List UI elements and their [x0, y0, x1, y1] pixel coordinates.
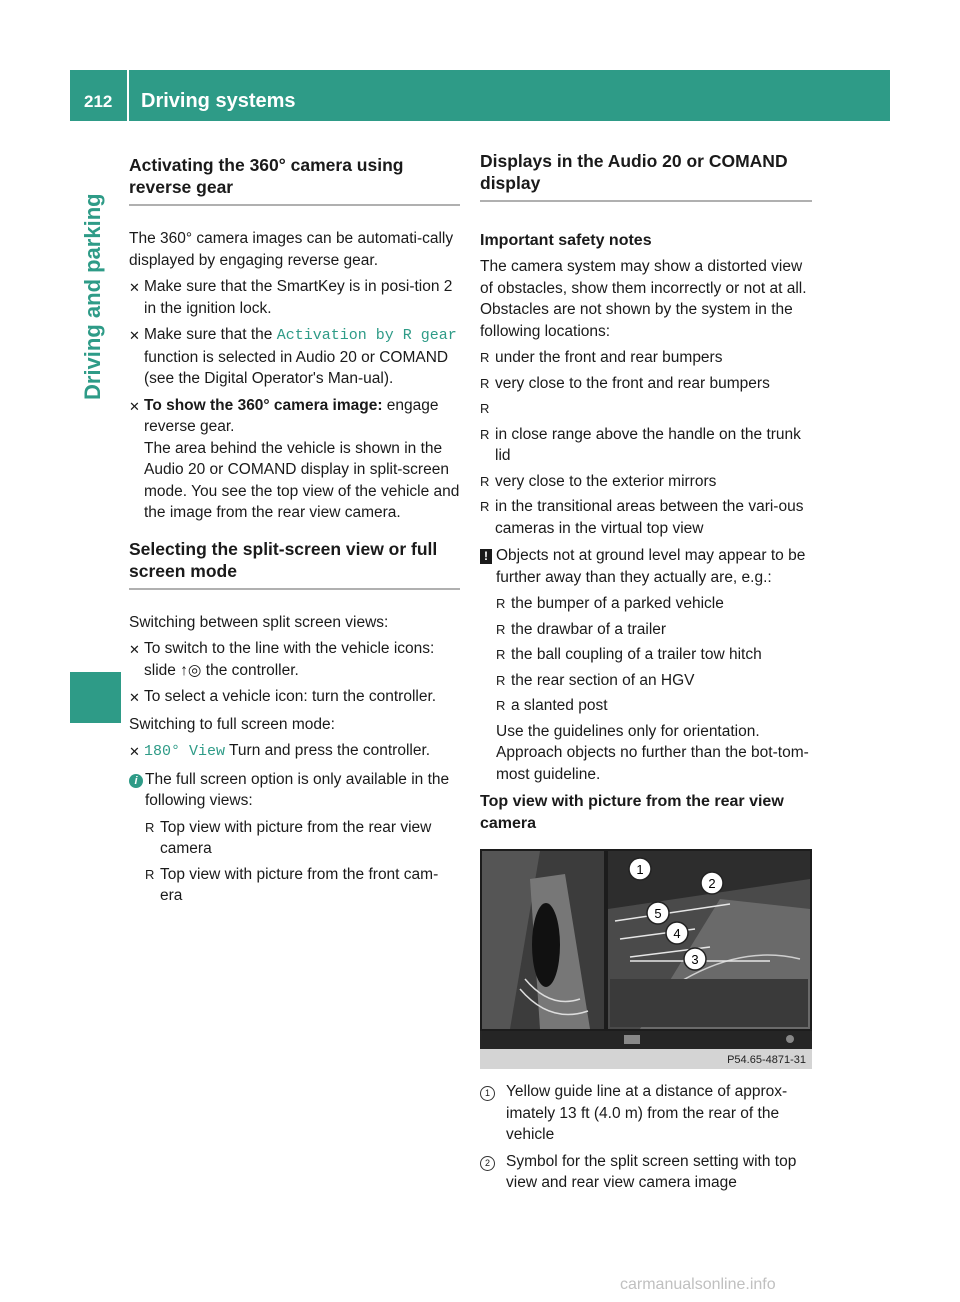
paragraph: Switching to full screen mode: — [129, 715, 335, 733]
step-arrow-icon: ✕ — [129, 744, 140, 759]
subheading-top-view: Top view with picture from the rear view camera — [480, 793, 784, 832]
list-item: R the drawbar of a trailer — [480, 619, 812, 641]
list-item: R Top view with picture from the rear view camera — [129, 817, 460, 860]
side-tab-marker — [70, 672, 121, 723]
subheading-safety: Important safety notes — [480, 232, 652, 249]
callout-label: 1 — [636, 862, 644, 877]
bullet-icon: R — [480, 375, 490, 391]
note-text: The full screen option is only available in the following views: — [145, 770, 450, 809]
step — [129, 638, 460, 681]
step-text: 180° View Turn and press the controller. — [144, 742, 431, 760]
bullet-icon: R — [496, 672, 506, 688]
legend-text: Symbol for the split screen setting with top view and rear view camera image — [506, 1152, 797, 1191]
bullet-icon: R — [480, 499, 490, 514]
settings-icon — [786, 1035, 794, 1043]
bullet-icon: R — [496, 596, 506, 611]
callout-label: 3 — [691, 952, 699, 967]
info-note — [129, 769, 460, 812]
right-column — [480, 150, 812, 1199]
camera-display-figure — [480, 849, 812, 1069]
section-heading-displays: Displays in the Audio 20 or COMAND display — [480, 150, 812, 202]
list-item: R the rear section of an HGV — [480, 670, 812, 692]
note-text: Objects not at ground level may appear to be further away than they actually are, e.g.: — [496, 547, 806, 586]
step-text: Make sure that the SmartKey is in posi-tion 2 in the ignition lock. — [144, 278, 453, 317]
legend-item — [480, 1081, 812, 1146]
section-heading-activating: Activating the 360° camera using reverse gear — [129, 154, 460, 206]
list-item: R the ball coupling of a trailer tow hitch — [480, 644, 812, 666]
warning-note — [480, 545, 812, 588]
list-item: R Top view with picture from the front cam-era — [129, 864, 460, 907]
figure-callout — [647, 902, 669, 924]
list-item — [480, 398, 812, 420]
step-arrow-icon: ✕ — [129, 328, 140, 343]
figure-callout — [666, 922, 688, 944]
list-item: R in close range above the handle on the trunk lid — [480, 424, 812, 467]
list-item: R under the front and rear bumpers — [480, 347, 812, 369]
step-text: To select a vehicle icon: turn the controller. — [144, 688, 437, 705]
section-heading-split-screen: Selecting the split-screen view or full screen mode — [129, 538, 460, 590]
step — [129, 276, 460, 319]
figure-callout — [701, 872, 723, 894]
bullet-icon: R — [496, 698, 506, 713]
bullet-icon: R — [496, 621, 506, 637]
side-tab-label: Driving and parking — [80, 193, 105, 400]
step — [129, 324, 460, 390]
step-arrow-icon: ✕ — [129, 280, 140, 295]
step — [129, 686, 460, 709]
bullet-icon: R — [480, 350, 490, 365]
menu-item-code: Activation by R gear — [276, 327, 457, 344]
legend-text: Yellow guide line at a distance of approx-imately 13 ft (4.0 m) from the rear of the vehicle — [506, 1083, 788, 1143]
vehicle-top-view — [532, 903, 560, 987]
step — [129, 395, 460, 524]
list-item: R very close to the front and rear bumpers — [480, 373, 812, 395]
figure-callout — [629, 858, 651, 880]
bullet-icon: R — [145, 819, 155, 835]
step-text: Make sure that the Activation by R gear function is selected in Audio 20 or COMAND (see the Digital Operator's Man-ual). — [144, 326, 457, 387]
paragraph: Use the guidelines only for orientation. Approach objects no further than the bot-tom-most guideline. — [496, 722, 809, 783]
callout-label: 2 — [708, 876, 716, 891]
legend-item — [480, 1151, 812, 1194]
figure-code: P54.65-4871-31 — [727, 1054, 806, 1066]
step-arrow-icon: ✕ — [129, 690, 140, 705]
split-screen-icon — [624, 1035, 640, 1044]
list-item: R in the transitional areas between the vari-ous cameras in the virtual top view — [480, 496, 812, 539]
info-icon: i — [129, 774, 143, 788]
bullet-icon: R — [496, 647, 506, 662]
bullet-icon: R — [480, 401, 490, 416]
menu-item-code: 180° View — [144, 743, 226, 760]
list-item: R very close to the exterior mirrors — [480, 471, 812, 493]
paragraph: The camera system may show a distorted view of obstacles, show them incorrectly or not at all. Obstacles are not shown by the system in the following locations: — [480, 258, 807, 340]
paragraph: The 360° camera images can be automati-cally displayed by engaging reverse gear. — [129, 230, 454, 269]
watermark: carmanualsonline.info — [620, 1276, 776, 1293]
step-arrow-icon: ✕ — [129, 398, 140, 414]
paragraph: Switching between split screen views: — [129, 613, 389, 631]
bullet-icon: R — [480, 426, 490, 442]
warning-icon: ! — [480, 549, 492, 564]
step — [129, 740, 460, 763]
step-text: To switch to the line with the vehicle icons: slide ↑◎ the controller. — [144, 640, 435, 679]
camera-display-illustration — [480, 849, 812, 1069]
step-text: To show the 360° camera image: engage reverse gear. The area behind the vehicle is shown in the Audio 20 or COMAND display in split-screen mode. You see the top view of the vehicle and the image from the rear view camera. — [144, 396, 460, 521]
figure-callout — [684, 948, 706, 970]
list-item: R a slanted post — [480, 695, 812, 717]
page-title: Driving systems — [141, 90, 296, 112]
callout-label: 4 — [673, 926, 681, 941]
page-number: 212 — [84, 92, 113, 111]
callout-label: 1 — [480, 1086, 495, 1101]
list-item: R the bumper of a parked vehicle — [480, 593, 812, 615]
left-column — [129, 150, 460, 911]
callout-label: 2 — [480, 1156, 495, 1171]
bullet-icon: R — [145, 866, 155, 882]
header-separator — [127, 70, 129, 121]
step-arrow-icon: ✕ — [129, 642, 140, 657]
callout-label: 5 — [654, 906, 662, 921]
bullet-icon: R — [480, 473, 490, 489]
